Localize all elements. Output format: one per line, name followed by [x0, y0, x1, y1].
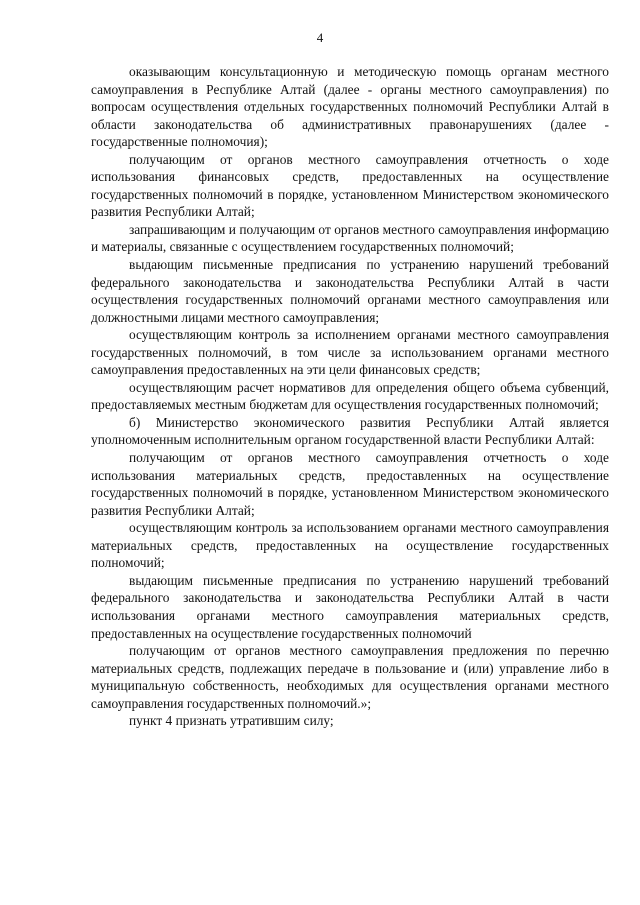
- paragraph-written-orders: выдающим письменные предписания по устранению нарушений требований федерального законодательства и законодательства Республики Алтай в части осуществления государственных полномочий органами местного самоуправления или должностными лицами местного самоуправления;: [91, 257, 609, 325]
- paragraph-subvention-calculation: осуществляющим расчет нормативов для определения общего объема субвенций, предоставляемых местным бюджетам для осуществления государственных полномочий;: [91, 379, 609, 413]
- paragraph-item-4-repeal: пункт 4 признать утратившим силу;: [129, 713, 334, 729]
- page-number: 4: [316, 30, 324, 45]
- paragraph-ministry-authority: б) Министерство экономического развития Республики Алтай является уполномоченным исполнительным органом государственной власти Республики Алтай:: [91, 414, 609, 448]
- paragraph-information-requests: запрашивающим и получающим от органов местного самоуправления информацию и материалы, связанные с осуществлением государственных полномочий;: [91, 221, 609, 255]
- paragraph-material-orders: выдающим письменные предписания по устранению нарушений требований федерального законодательства и законодательства Республики Алтай в части использования органами местного самоуправления материальных средств, предоставленных на осуществление государственных полномочий: [91, 572, 609, 641]
- paragraph-material-control: осуществляющим контроль за использованием органами местного самоуправления материальных средств, предоставленных на осуществление государственных полномочий;: [91, 520, 609, 571]
- paragraph-material-proposals: получающим от органов местного самоуправления предложения по перечню материальных средств, подлежащих передаче в пользование и (или) управление либо в муниципальную собственность, необходимых для осуществления органами местного самоуправления государственных полномочий.»;: [91, 643, 609, 711]
- document-body: [91, 63, 609, 730]
- paragraph-execution-control: осуществляющим контроль за исполнением органами местного самоуправления государственных полномочий, в том числе за использованием органами местного самоуправления предоставленных на эти цели финансовых средств;: [91, 327, 609, 378]
- paragraph-material-reporting: получающим от органов местного самоуправления отчетность о ходе использования материальных средств, предоставленных на осуществление государственных полномочий в порядке, установленном Министерством экономического развития Республики Алтай;: [91, 450, 609, 518]
- paragraph-financial-reporting: получающим от органов местного самоуправления отчетность о ходе использования финансовых средств, предоставленных на осуществление государственных полномочий в порядке, установленном Министерством экономического развития Республики Алтай;: [91, 151, 609, 220]
- paragraph-consulting-help: оказывающим консультационную и методическую помощь органам местного самоуправления в Республике Алтай (далее - органы местного самоуправления) по вопросам осуществления отдельных государственных полномочий Республики Алтай в области законодательства об административных правонарушениях (далее - государственные полномочия);: [91, 64, 609, 150]
